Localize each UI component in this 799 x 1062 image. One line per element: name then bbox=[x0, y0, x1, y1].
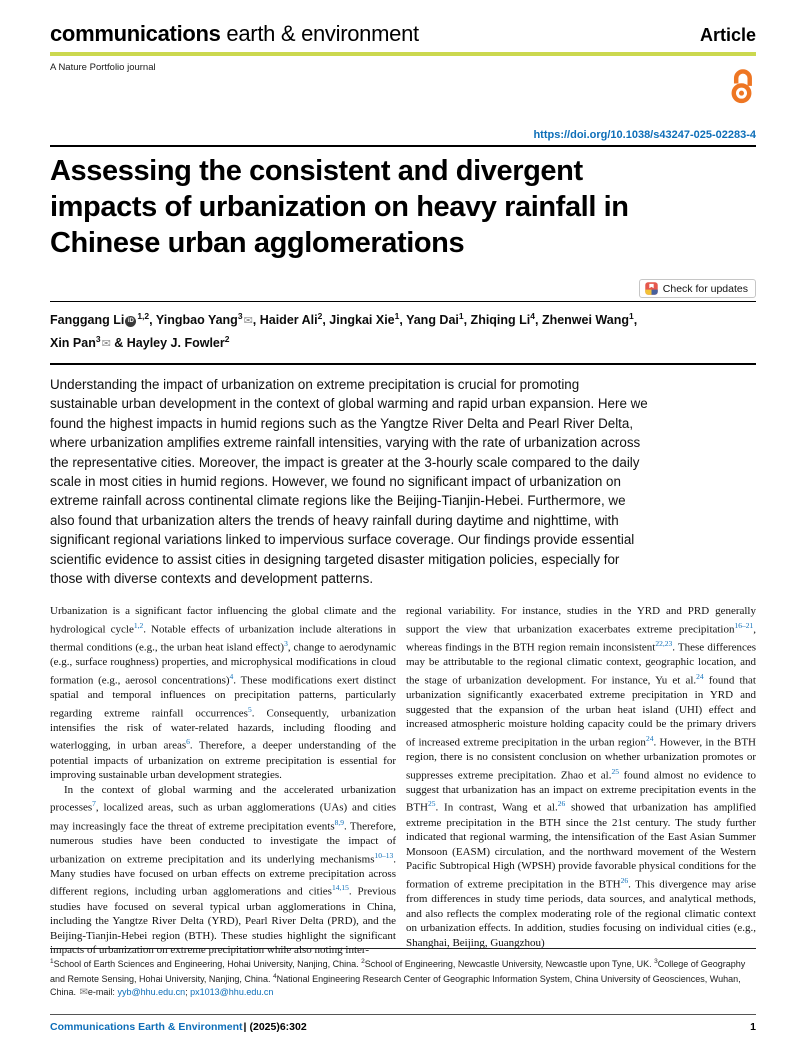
article-type-label: Article bbox=[699, 25, 756, 45]
reference-link[interactable]: 24 bbox=[696, 671, 704, 681]
text-run: 1 bbox=[458, 311, 464, 321]
text-run: . This divergence may arise from differences in study time periods, data sources, and analytical methods, and also reflects the complex moderating role of the regional climatic context on urbanization effects. In addition, studies focusing on individual cities (e.g., Shanghai, Beijing, Guangzhou) bbox=[406, 878, 756, 950]
open-access-icon bbox=[727, 63, 756, 109]
text-run: ; bbox=[185, 986, 191, 997]
reference-link[interactable]: 25 bbox=[611, 766, 619, 776]
reference-link[interactable]: 14,15 bbox=[331, 883, 349, 893]
reference-link[interactable]: 3 bbox=[284, 638, 288, 648]
body-paragraph bbox=[50, 604, 396, 783]
reference-link[interactable]: 26 bbox=[557, 799, 566, 809]
text-run: . Therefore, a deeper understanding of the potential impacts of urbanization on extreme precipitation is essential for improving sustainable urban development strategies. bbox=[50, 740, 397, 782]
text-run: . Previous studies have focused on several typical urban agglomerations in China, including the Yangtze River Delta (YRD), Pearl River Delta (PRD), and the Beijing-Tianjin-Hebei region (BTH). These studies highlight the significant impacts of urbanization on extreme precipitation while also noting inter- bbox=[50, 886, 396, 957]
text-run: , Jingkai Xie bbox=[322, 313, 395, 328]
check-for-updates-badge[interactable] bbox=[639, 279, 756, 298]
reference-link[interactable]: 1,2 bbox=[133, 620, 144, 630]
text-run: . These differences may be attributable to the regional climatic context, geographic location, and the stage of urbanization development. For instance, Yu et al. bbox=[406, 641, 756, 687]
text-run: School of Earth Sciences and Engineering, Hohai University, Nanjing, China. bbox=[53, 959, 362, 969]
reference-link[interactable]: 16–21 bbox=[734, 620, 754, 630]
crossmark-icon bbox=[645, 282, 658, 295]
author-list bbox=[50, 308, 756, 353]
title-line: Chinese urban agglomerations bbox=[50, 227, 465, 259]
page-footer bbox=[50, 1021, 756, 1033]
orcid-icon[interactable]: iD bbox=[125, 316, 136, 327]
text-run: 4 bbox=[530, 311, 535, 321]
footer-journal-link[interactable]: Communications Earth & Environment bbox=[50, 1021, 243, 1033]
journal-name-rest: earth & environment bbox=[220, 21, 419, 46]
text-run: 3 bbox=[654, 958, 658, 965]
envelope-icon[interactable]: ✉ bbox=[79, 986, 88, 998]
authors-top-rule bbox=[50, 301, 756, 302]
text-run: , Zhiqing Li bbox=[463, 313, 531, 328]
check-for-updates-label: Check for updates bbox=[662, 282, 748, 295]
reference-link[interactable]: 26 bbox=[620, 876, 629, 886]
text-run: , whereas findings in the BTH region remain inconsistent bbox=[406, 623, 756, 654]
text-run: 3 bbox=[95, 333, 101, 344]
text-run: . Consequently, urbanization intensifies the risk of water-related hazards, including flooding and waterlogging, in urban areas bbox=[50, 707, 396, 753]
text-run: . Therefore, numerous studies have been conducted to investigate the impact of urbanization on extreme precipitation and its underlying mechanisms bbox=[50, 820, 396, 866]
reference-link[interactable]: 7 bbox=[92, 799, 96, 809]
reference-link[interactable]: 24 bbox=[645, 733, 654, 743]
journal-header bbox=[50, 21, 756, 109]
text-run: 1 bbox=[628, 311, 634, 321]
text-run: School of Engineering, Newcastle University, Newcastle upon Tyne, UK. bbox=[364, 959, 655, 969]
text-run: . Notable effects of urbanization include alterations in thermal conditions (e.g., the urban heat island effect) bbox=[50, 623, 396, 654]
text-run: e-mail: bbox=[87, 986, 118, 997]
text-run: 1,2 bbox=[137, 311, 150, 321]
text-run: In the context of global warming and the accelerated urbanization processes bbox=[50, 783, 396, 815]
brand-rule bbox=[50, 52, 756, 56]
envelope-icon[interactable]: ✉ bbox=[243, 315, 253, 328]
text-run: . Many studies have focused on urban effects on extreme precipitation across different regions, including urban agglomerations and cities bbox=[50, 853, 396, 898]
text-run: National Engineering Research Center of Geographic Information System, China University of Geosciences, Wuhan, China. bbox=[50, 973, 741, 997]
text-run: 4 bbox=[272, 972, 277, 980]
text-run: & Hayley J. Fowler bbox=[110, 335, 225, 350]
title-line: Assessing the consistent and divergent bbox=[50, 155, 583, 187]
page-number: 1 bbox=[750, 1021, 756, 1033]
text-run: 1 bbox=[50, 958, 54, 965]
footer-volume-citation: (2025)6:302 bbox=[249, 1021, 307, 1033]
text-run: 2 bbox=[317, 311, 323, 321]
text-run: found almost no evidence to suggest that urbanization has an impact on extreme precipitation events in the BTH bbox=[406, 769, 756, 815]
text-run: found that urbanization significantly exacerbated extreme precipitation in YRD and suggested that the expansion of the urban heat island (UHI) effect and increased atmospheric moisture holding capacity could be the primary drivers of increased extreme precipitation in the urban region bbox=[406, 674, 756, 749]
journal-name-bold: communications bbox=[50, 21, 221, 46]
reference-link[interactable]: 22,23 bbox=[655, 638, 673, 648]
text-run: . These modifications exert distinct spatial and temporal influences on precipitation patterns, particularly regarding extreme rainfall occurrences bbox=[50, 674, 396, 720]
abstract-top-rule bbox=[50, 363, 756, 365]
text-run: , Haider Ali bbox=[252, 313, 318, 328]
affiliations-footnote bbox=[50, 956, 757, 999]
body-column-left bbox=[50, 604, 396, 958]
text-run: 1 bbox=[394, 311, 400, 321]
text-run: , localized areas, such as urban agglomerations (UAs) and cities may increasingly face the threat of extreme precipitation events bbox=[50, 802, 396, 833]
text-run: , change to aerodynamic (e.g., surface roughness) properties, and microphysical modifications in cloud formation (e.g., aerosol concentrations) bbox=[50, 641, 396, 687]
abstract-text: Understanding the impact of urbanization on extreme precipitation is crucial for promoting sustainable urban development in the context of global warming and rapid urban expansion. Here we found the highest impacts in humid regions such as the Yangtze River Delta and Pearl River Delta, where urbanization amplifies extreme rainfall intensities, varying with the rate of urbanization across the representative cities. Moreover, the impact is greater at the 3-hourly scale compared to the daily scale in most cities in humid regions. However, we found no significant impact of urbanization on extreme rainfall across continental climate regions like the Beijing-Tianjin-Hebei. Furthermore, we also found that urbanization alters the trends of heavy rainfall during daytime and nighttime, with significant regional variations linked to impervious surface coverage. Our findings provide essential scientific evidence to assist cities in designing targeted disaster mitigation policies, especially for those with diverse contexts and development patterns. bbox=[50, 377, 648, 587]
doi-link[interactable]: https://doi.org/10.1038/s43247-025-02283-4 bbox=[533, 129, 756, 141]
text-run: , Yingbao Yang bbox=[149, 313, 238, 328]
email-link[interactable]: yyb@hhu.edu.cn bbox=[117, 986, 186, 997]
reference-link[interactable]: 25 bbox=[428, 799, 436, 809]
title-rule bbox=[50, 145, 756, 147]
body-paragraph bbox=[406, 604, 756, 951]
reference-link[interactable]: 8,9 bbox=[334, 817, 344, 827]
reference-link[interactable]: 5 bbox=[247, 704, 252, 714]
text-run: College of Geography and Remote Sensing, Hohai University, Nanjing, China. bbox=[50, 959, 746, 984]
text-run: . However, in the BTH region, there is no consistent conclusion on whether urbanization promotes or suppresses extreme precipitation. Zhao et al. bbox=[406, 736, 756, 782]
text-run: , bbox=[633, 313, 638, 328]
text-run: showed that urbanization has amplified extreme precipitation in the BTH since the 21st century. The study further indicated that regional warming, the intensification of the East Asian Summer Monsoon (EASM) circulation, and the northward movement of the Western Pacific Subtropical High (WPSH) provide favorable physical conditions for the formation of extreme precipitation in the BTH bbox=[406, 802, 756, 891]
footer-separator: | bbox=[243, 1021, 247, 1033]
text-run: , Zhenwei Wang bbox=[535, 313, 629, 328]
footer-rule bbox=[50, 1014, 756, 1015]
email-link[interactable]: px1013@hhu.edu.cn bbox=[190, 986, 274, 997]
text-run: . In contrast, Wang et al. bbox=[435, 802, 558, 815]
text-run: Urbanization is a significant factor influencing the global climate and the hydrological cycle bbox=[50, 605, 396, 636]
footnote-rule bbox=[50, 948, 756, 949]
text-run: 2 bbox=[224, 333, 230, 344]
reference-link[interactable]: 4 bbox=[229, 671, 234, 681]
article-title bbox=[50, 153, 760, 261]
envelope-icon[interactable]: ✉ bbox=[101, 337, 111, 350]
reference-link[interactable]: 10–13 bbox=[374, 850, 394, 860]
text-run: regional variability. For instance, studies in the YRD and PRD generally support the view that urbanization exacerbates extreme precipitation bbox=[406, 605, 756, 636]
text-run: Xin Pan bbox=[50, 335, 96, 350]
text-run: 3 bbox=[237, 311, 243, 321]
journal-tagline: A Nature Portfolio journal bbox=[50, 62, 156, 73]
text-run: Fanggang Li bbox=[50, 313, 125, 328]
reference-link[interactable]: 6 bbox=[186, 737, 190, 747]
body-column-right bbox=[406, 604, 756, 951]
text-run: , Yang Dai bbox=[399, 313, 459, 328]
title-line: impacts of urbanization on heavy rainfall in bbox=[50, 191, 629, 223]
journal-name bbox=[50, 21, 419, 47]
body-paragraph bbox=[50, 783, 396, 958]
footer-citation bbox=[50, 1021, 307, 1033]
text-run: 2 bbox=[361, 958, 365, 965]
